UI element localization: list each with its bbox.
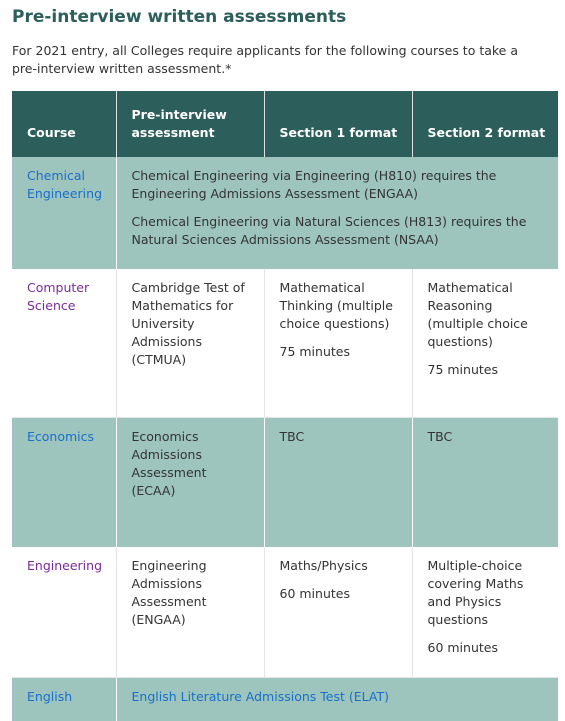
course-link-economics[interactable]: Economics [27, 428, 95, 444]
assessment-link-elat[interactable]: English Literature Admissions Test (ELAT) [131, 688, 389, 704]
section1-format: Maths/Physics [279, 558, 368, 573]
section2-time: 75 minutes [427, 362, 498, 377]
header-section2: Section 2 format [412, 91, 558, 157]
section2-format: Multiple-choice covering Maths and Physics questions [427, 558, 524, 627]
assessment-note: Chemical Engineering via Engineering (H810) requires the Engineering Admissions Assessment (ENGAA) [131, 168, 497, 201]
page-title: Pre-interview written assessments [12, 7, 347, 27]
course-link-computer-science[interactable]: Computer Science [27, 280, 90, 313]
header-course: Course [12, 91, 116, 157]
section2-format: Mathematical Reasoning (multiple choice questions) [427, 280, 528, 349]
section1-cell [264, 547, 412, 677]
assessment-cell: Cambridge Test of Mathematics for University Admissions (CTMUA) [116, 269, 264, 417]
header-assessment: Pre-interview assessment [116, 91, 264, 157]
intro-text: For 2021 entry, all Colleges require applicants for the following courses to take a pre-interview written assessment.* [12, 43, 519, 76]
course-link-english[interactable]: English [27, 688, 73, 704]
table-row [12, 547, 558, 677]
assessment-cell: Engineering Admissions Assessment (ENGAA) [116, 547, 264, 677]
section1-format: Mathematical Thinking (multiple choice questions) [279, 280, 393, 331]
course-cell [12, 417, 116, 547]
section1-time: 75 minutes [279, 344, 350, 359]
section2-cell: TBC [412, 417, 558, 547]
course-link-chemical-engineering[interactable]: Chemical Engineering [27, 168, 102, 201]
assessment-note: Chemical Engineering via Natural Sciences (H813) requires the Natural Sciences Admissions Assessment (NSAA) [131, 214, 527, 247]
table-row [12, 269, 558, 417]
table-row [12, 677, 558, 721]
assessment-cell [116, 157, 558, 269]
section1-time: 60 minutes [279, 586, 350, 601]
course-cell [12, 157, 116, 269]
section2-cell [412, 547, 558, 677]
assessment-cell: Economics Admissions Assessment (ECAA) [116, 417, 264, 547]
assessment-cell [116, 677, 558, 721]
course-cell [12, 677, 116, 721]
section1-cell [264, 269, 412, 417]
section1-cell: TBC [264, 417, 412, 547]
section2-time: 60 minutes [427, 640, 498, 655]
course-link-engineering[interactable]: Engineering [27, 558, 102, 573]
course-cell [12, 547, 116, 677]
header-section1: Section 1 format [264, 91, 412, 157]
table-row [12, 417, 558, 547]
table-header-row [12, 91, 558, 157]
table-row [12, 157, 558, 269]
section2-cell [412, 269, 558, 417]
assessments-table [12, 91, 558, 721]
course-cell [12, 269, 116, 417]
